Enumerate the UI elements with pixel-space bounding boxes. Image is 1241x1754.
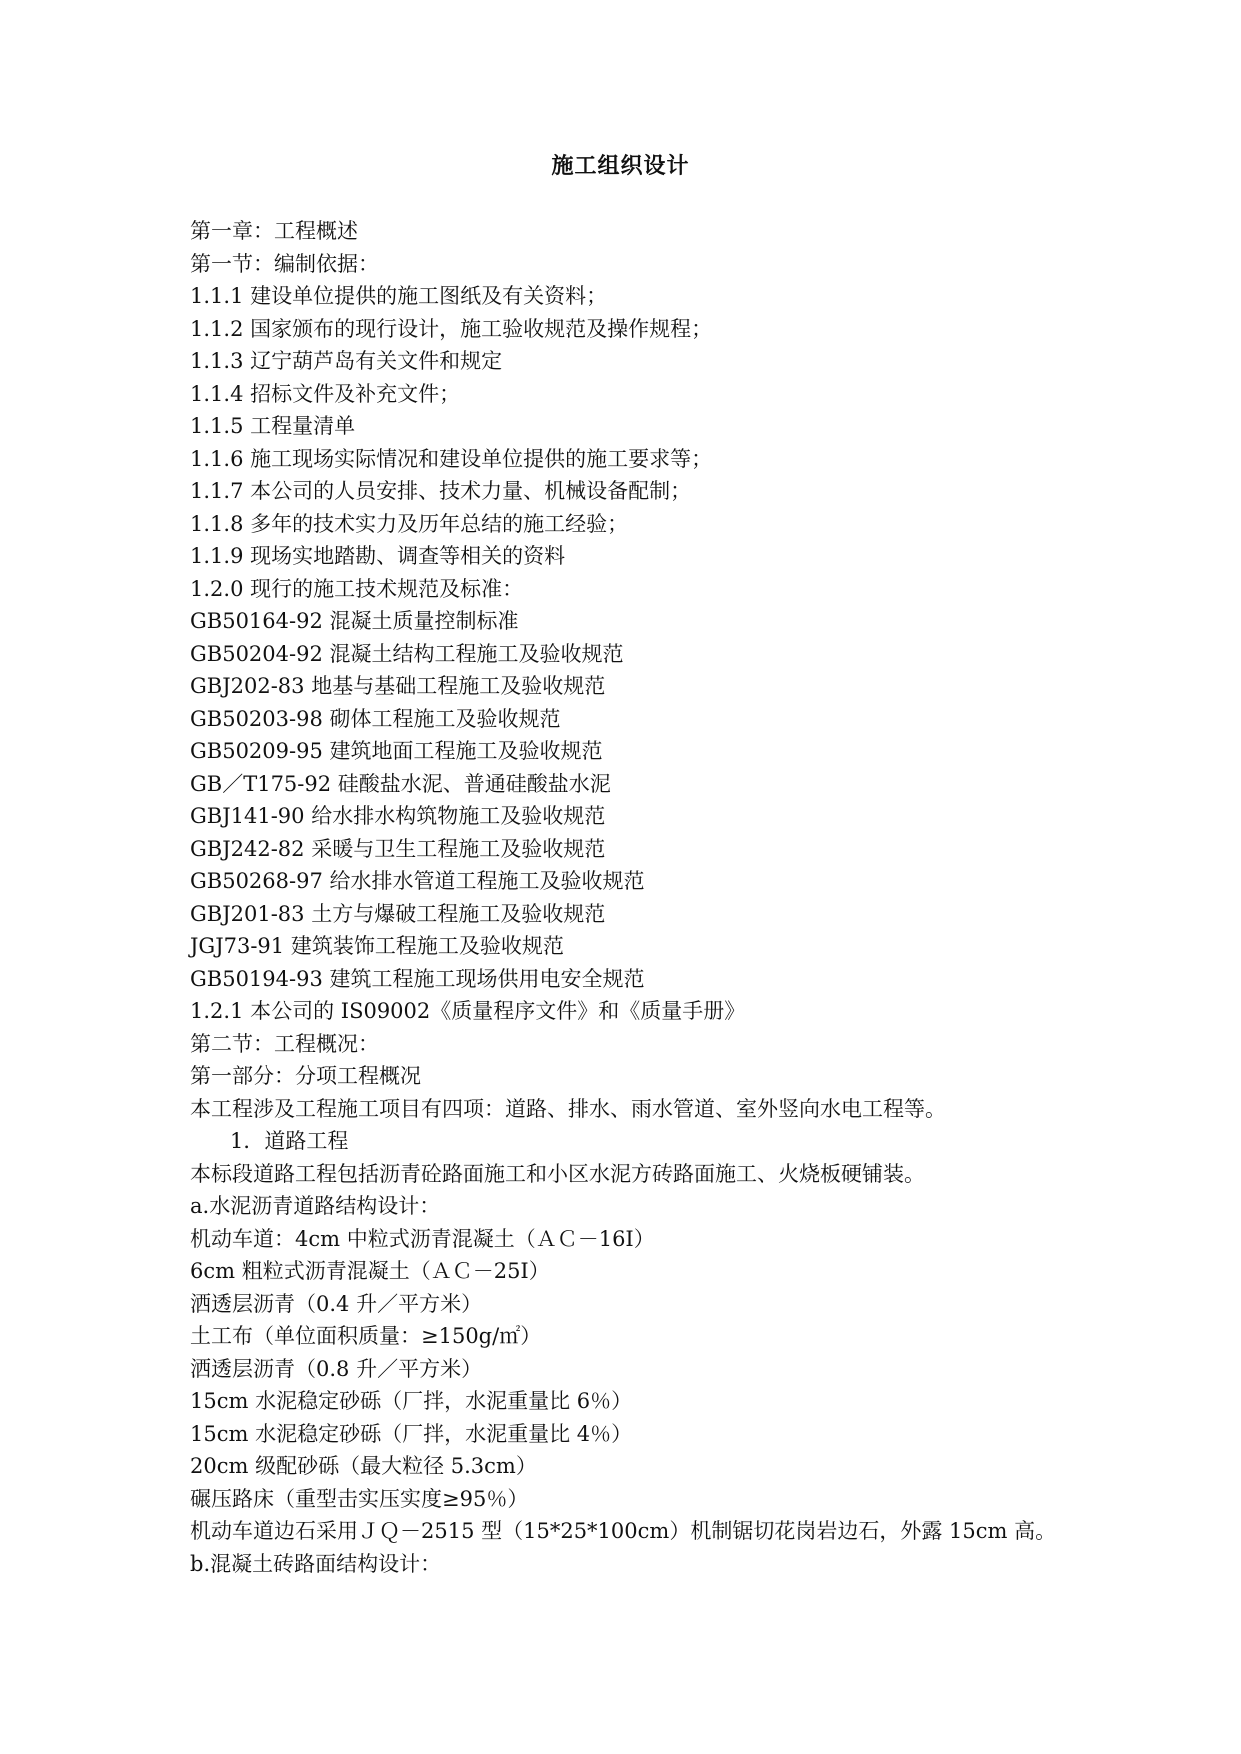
text-line: 本标段道路工程包括沥青砼路面施工和小区水泥方砖路面施工、火烧板硬铺装。: [190, 1161, 925, 1186]
text-line: GB50268-97 给水排水管道工程施工及验收规范: [190, 869, 645, 893]
text-line: a.水泥沥青道路结构设计：: [190, 1194, 441, 1218]
text-line: 1.1.7 本公司的人员安排、技术力量、机械设备配制；: [190, 479, 692, 503]
text-line: GBJ202-83 地基与基础工程施工及验收规范: [190, 674, 606, 698]
text-line: GB50164-92 混凝土质量控制标准: [190, 609, 519, 633]
text-line: 碾压路床（重型击实压实度≥95％）: [190, 1486, 529, 1511]
text-line: 1.1.9 现场实地踏勘、调查等相关的资料: [190, 544, 566, 568]
text-line: 1.1.3 辽宁葫芦岛有关文件和规定: [190, 349, 503, 373]
page-title: 施工组织设计: [551, 153, 690, 179]
text-line: 土工布（单位面积质量：≥150g/㎡）: [190, 1324, 542, 1348]
text-line: 1.1.4 招标文件及补充文件；: [190, 381, 461, 406]
text-line: b.混凝土砖路面结构设计：: [190, 1551, 442, 1576]
text-line: 洒透层沥青（0.8 升／平方米）: [190, 1356, 483, 1381]
text-line: 20cm 级配砂砾（最大粒径 5.3cm）: [190, 1454, 537, 1478]
text-line: 本工程涉及工程施工项目有四项：道路、排水、雨水管道、室外竖向水电工程等。: [190, 1096, 946, 1121]
document-body: [190, 215, 1190, 1580]
text-line: GB／T175-92 硅酸盐水泥、普通硅酸盐水泥: [190, 771, 611, 796]
text-line: 第二节：工程概况：: [190, 1031, 379, 1056]
text-line: 第一章：工程概述: [190, 219, 358, 243]
text-line: GB50204-92 混凝土结构工程施工及验收规范: [190, 641, 624, 666]
text-line: 6cm 粗粒式沥青混凝土（ＡＣ－25Ⅰ）: [190, 1259, 550, 1283]
text-line: GBJ141-90 给水排水构筑物施工及验收规范: [190, 804, 606, 828]
text-line: 机动车道边石采用ＪＱ－2515 型（15*25*100cm）机制锯切花岗岩边石，外露 15cm 高。: [190, 1519, 1057, 1543]
text-line: 1．道路工程: [230, 1129, 349, 1153]
text-line: 1.2.1 本公司的 IS09002《质量程序文件》和《质量手册》: [190, 999, 746, 1023]
text-line: GBJ242-82 采暖与卫生工程施工及验收规范: [190, 836, 606, 861]
text-line: 1.1.5 工程量清单: [190, 414, 356, 438]
text-line: 15cm 水泥稳定砂砾（厂拌，水泥重量比 4％）: [190, 1421, 633, 1446]
text-line: GB50203-98 砌体工程施工及验收规范: [190, 706, 561, 731]
text-line: 1.1.6 施工现场实际情况和建设单位提供的施工要求等；: [190, 446, 713, 471]
text-line: 第一节：编制依据：: [190, 251, 379, 276]
text-line: 15cm 水泥稳定砂砾（厂拌，水泥重量比 6％）: [190, 1389, 633, 1413]
text-line: GB50209-95 建筑地面工程施工及验收规范: [190, 739, 603, 763]
text-line: 第一部分：分项工程概况: [190, 1064, 421, 1088]
text-line: 1.2.0 现行的施工技术规范及标准：: [190, 576, 524, 601]
text-line: GBJ201-83 土方与爆破工程施工及验收规范: [190, 901, 606, 926]
text-line: 1.1.1 建设单位提供的施工图纸及有关资料；: [190, 284, 608, 308]
text-line: 洒透层沥青（0.4 升／平方米）: [190, 1291, 483, 1316]
text-line: 1.1.2 国家颁布的现行设计，施工验收规范及操作规程；: [190, 316, 713, 341]
text-line: GB50194-93 建筑工程施工现场供用电安全规范: [190, 966, 645, 991]
text-line: 1.1.8 多年的技术实力及历年总结的施工经验；: [190, 511, 629, 536]
text-line: JGJ73-91 建筑装饰工程施工及验收规范: [190, 934, 564, 958]
text-line: 机动车道：4cm 中粒式沥青混凝土（ＡＣ－16Ⅰ）: [190, 1226, 655, 1251]
